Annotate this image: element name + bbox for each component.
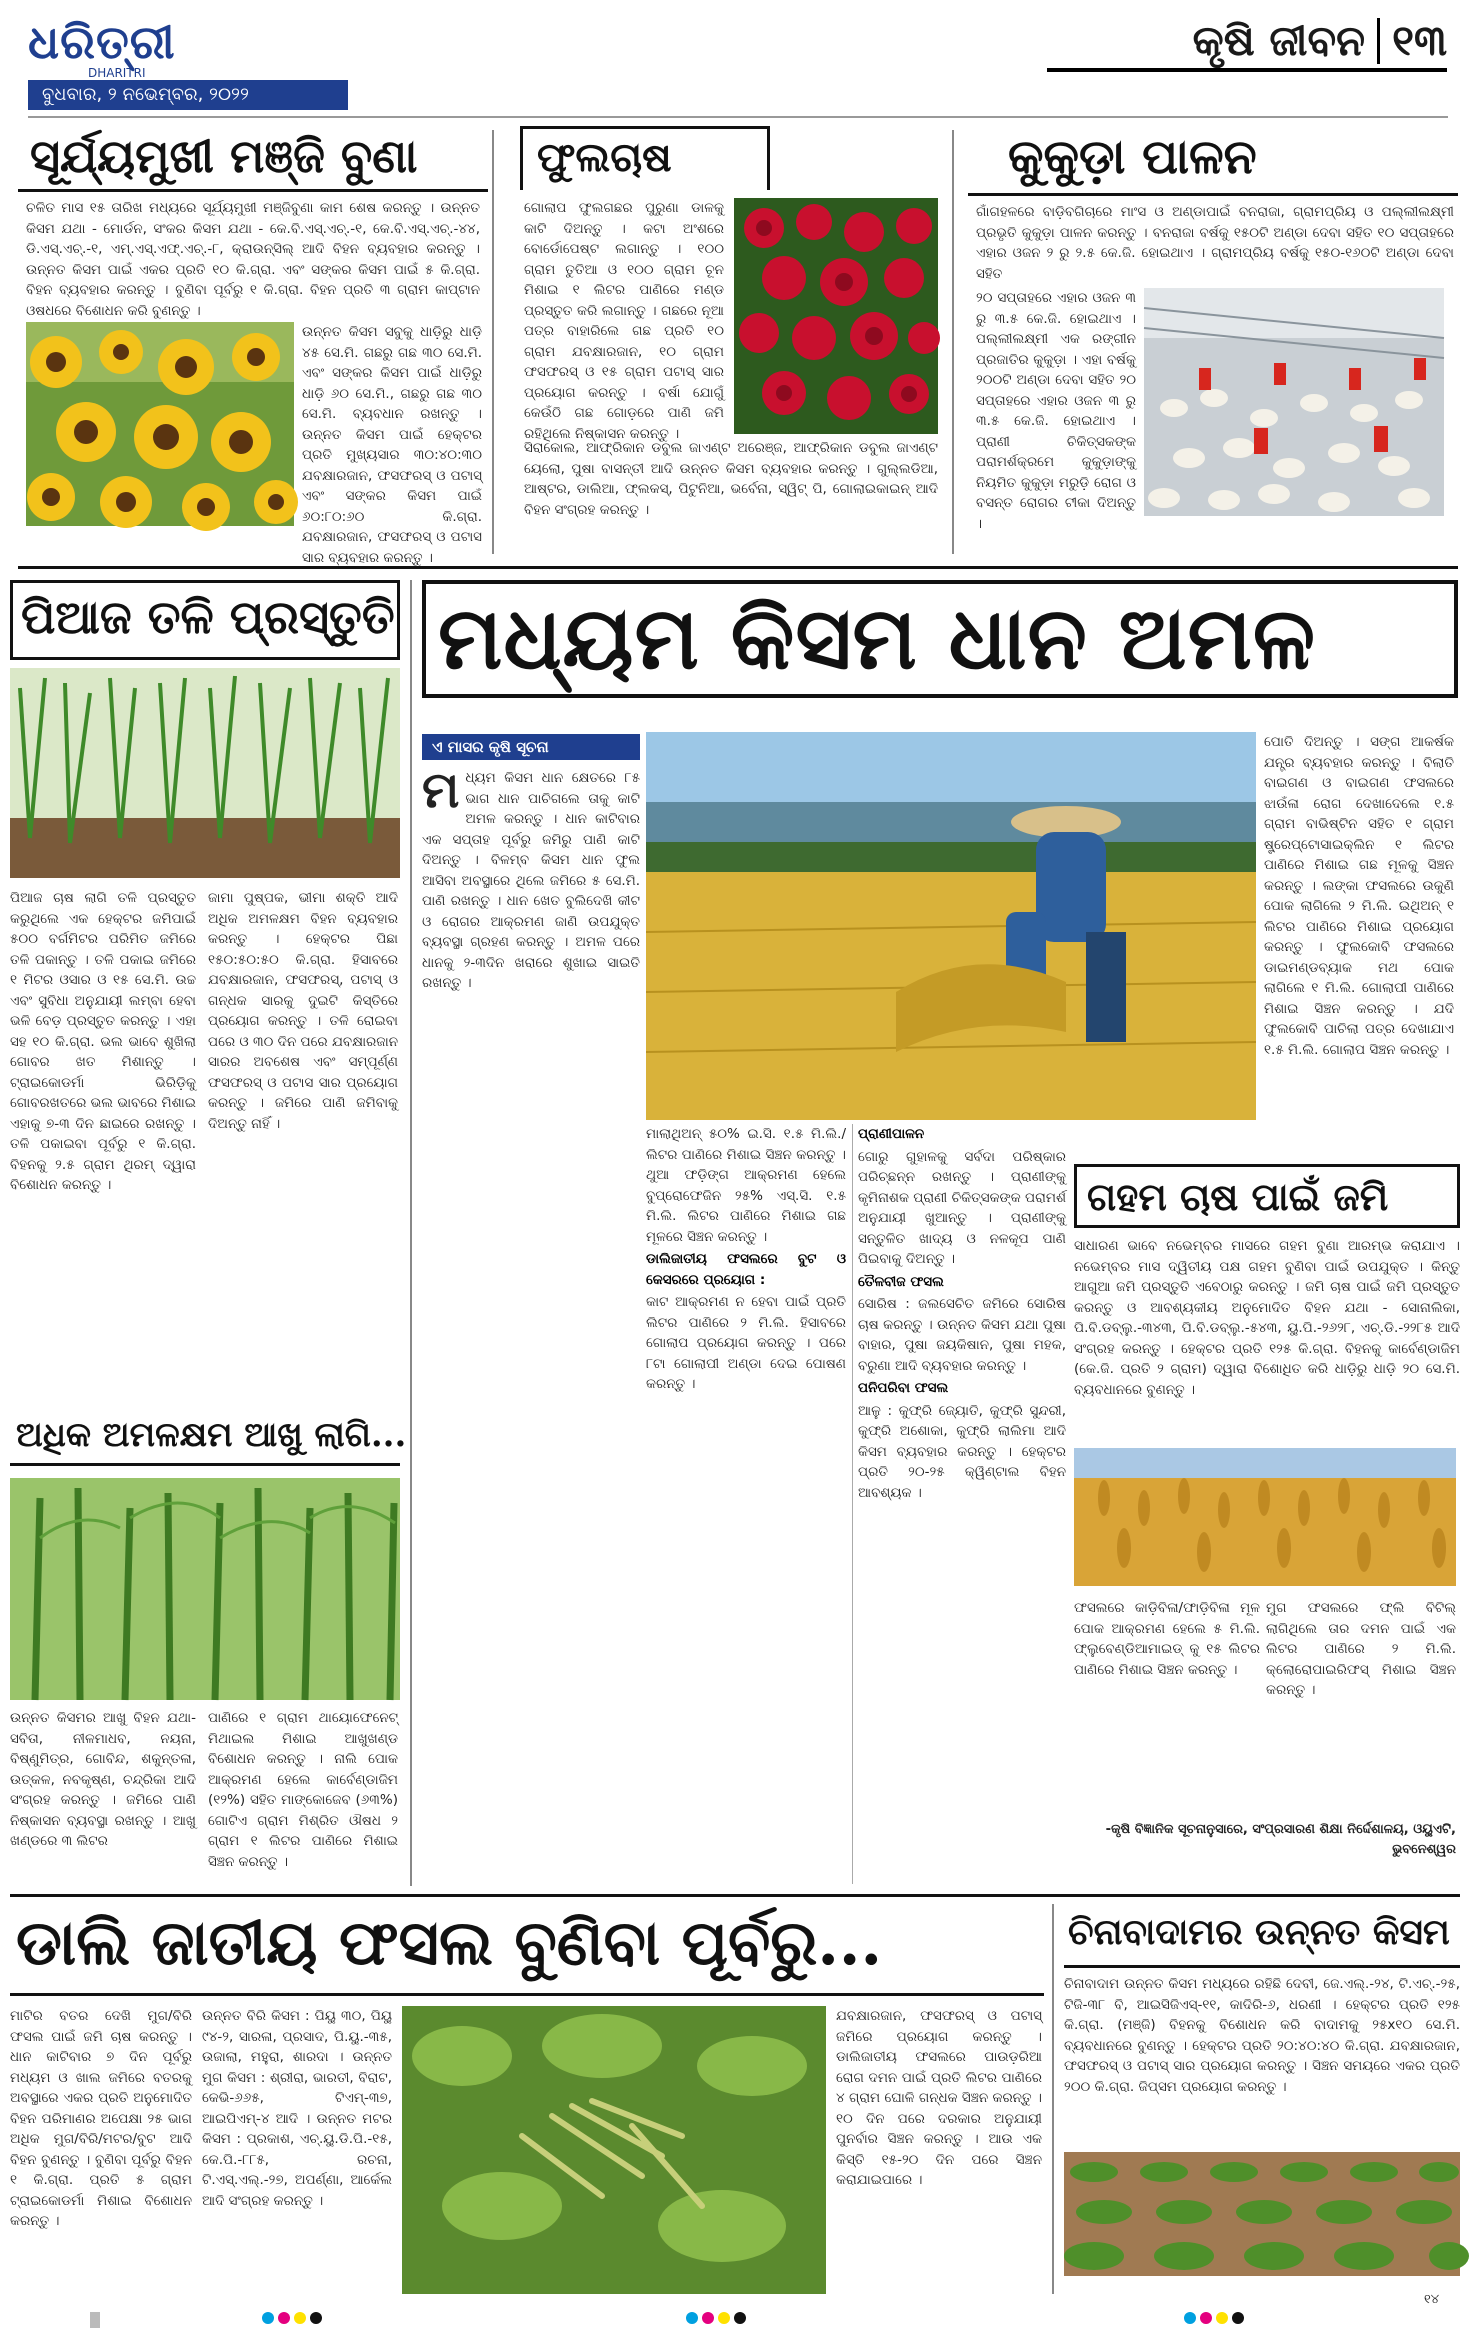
cyan-dot <box>262 2312 274 2324</box>
cyan-dot <box>686 2312 698 2324</box>
wheat-byline: -କୃଷି ବିଜ୍ଞାନିକ ସୂଚନାନୁସାରେ, ସଂପ୍ରସାରଣ ଶିକ୍ଷା ନିର୍ଦ୍ଦେଶାଳୟ, ଓୟୁଏଟି, ଭୁବନେଶ୍ୱର <box>1105 1822 1456 1857</box>
paddy-intro-column <box>422 734 640 1160</box>
section-name: କୃଷି ଜୀବନ <box>1192 16 1366 65</box>
sunflower-column: ଉନ୍ନତ କିସମ ସବୁକୁ ଧାଡ଼ିରୁ ଧାଡ଼ି ୪୫ ସେ.ମି. ଗଛରୁ ଗଛ ୩୦ ସେ.ମି. ଏବଂ ସଙ୍କର କିସମ ପାଇଁ ଧାଡ଼ିରୁ ଧାଡ଼ି ୬୦ ସେ.ମି., ଗଛରୁ ଗଛ ୩୦ ସେ.ମି. ବ୍ୟବଧାନ ରଖନ୍ତୁ । ଉନ୍ନତ କିସମ ପାଇଁ ହେକ୍ଟର ପ୍ରତି ମୁଖ୍ୟସାର ୩୦:୪୦:୩୦ ଯବକ୍ଷାରଜାନ, ଫସଫରସ୍ ଓ ପଟାସ୍ ଏବଂ ସଙ୍କର କିସମ ପାଇଁ ୬୦:୮୦:୬୦ କି.ଗ୍ରା. ଯବକ୍ଷାରଜାନ, ଫସଫରସ୍ ଓ ପଟାସ ସାର ବ୍ୟବହାର କରନ୍ତୁ । <box>302 324 482 566</box>
registration-mark <box>90 2312 100 2328</box>
wheat-column-3: ମୁଗ ଫସଲରେ ଫ୍ଲି ବିଟିଲ୍ ଲାଗିଥିଲେ ତାର ଦମନ ପାଇଁ ଏକ ଲିଟର ପାଣିରେ ୨ ମି.ଲି. କ୍ଲୋରୋପାଇରିଫସ୍ ମିଶାଇ ସିଞ୍ଚନ କରନ୍ତୁ । <box>1266 1600 1456 1698</box>
column-rule <box>492 130 494 554</box>
wheat-photo <box>1074 1448 1456 1586</box>
article-wheat[interactable] <box>1074 1164 1460 1594</box>
sunflower-lead: ଚଳିତ ମାସ ୧୫ ତାରିଖ ମଧ୍ୟରେ ସୂର୍ଯ୍ୟମୁଖୀ ମଞ୍ଜିବୁଣା କାମ ଶେଷ କରନ୍ତୁ । ଉନ୍ନତ କିସମ ଯଥା - ମୋର୍ଡନ, ସଂକର କିସମ ଯଥା - କେ.ବି.ଏସ୍.ଏଚ୍.-୧, କେ.ବି.ଏସ୍.ଏଚ୍.-୪୪, ଡି.ଏସ୍.ଏଚ୍.-୧, ଏମ୍.ଏସ୍.ଏଫ୍.ଏଚ୍.-୮, କ୍ରାଉନ୍ସିଲ୍ ଆଦି ବିହନ ବ୍ୟବହାର କରନ୍ତୁ । ଉନ୍ନତ କିସମ ପାଇଁ ଏକର ପ୍ରତି ୧୦ କି.ଗ୍ରା. ଏବଂ ସଙ୍କର କିସମ ପାଇଁ ୫ କି.ଗ୍ରା. ବିହନ ବ୍ୟବହାର କରନ୍ତୁ । ବୁଣିବା ପୂର୍ବରୁ ୧ କି.ଗ୍ରା. ବିହନ ପ୍ରତି ୩ ଗ୍ରାମ କାପ୍ଟାନ ଓଷଧରେ ବିଶୋଧନ କରି ବୁଣନ୍ତୁ । <box>26 200 480 319</box>
article-groundnut[interactable] <box>1064 1904 1460 2294</box>
poultry-farm-photo <box>1144 288 1444 516</box>
pulses-column-2: ଉନ୍ନତ ବିରି କିସମ : ପିୟୁ ୩୦, ପିୟୁ ୯୪-୨, ସାରଳା, ପ୍ରସାଦ, ପି.ୟୁ.-୩୫, ଉଜାଲା, ମହୁରା, ଶାରଦା । ଉନ୍ନତ ମୁଗ କିସମ : ଶ୍ରୀରା, ଭାରତୀ, ବିରାଟ, କେଭି-୬୬୫, ଟିଏମ୍-୩୭, ଆଇପିଏମ୍-୪ ଆଦି । ଉନ୍ନତ ମଟର କିସମ : ପ୍ରକାଶ, ଏଚ୍.ୟୁ.ଡି.ପି.-୧୫, କେ.ପି.-୮୮୫, ରଚନା, ଟି.ଏସ୍.ଏଲ୍.-୨୭, ଅପର୍ଣ୍ଣା, ଆର୍କେଲ ଆଦି ସଂଗ୍ରହ କରନ୍ତୁ । <box>202 2008 392 2209</box>
pulses-column-1: ମାଟିର ବତର ଦେଖି ମୁଗ/ବିରି ଫସଲ ପାଇଁ ଜମି ଚାଷ କରନ୍ତୁ । ଧାନ କାଟିବାର ୭ ଦିନ ପୂର୍ବରୁ ମଧ୍ୟମ ଓ ଖାଲ ଜମିରେ ବତରକୁ ଅବସ୍ଥାରେ ଏକର ପ୍ରତି ଅନୁମୋଦିତ ବିହନ ପରିମାଣର ଅପେକ୍ଷା ୨୫ ଭାଗ ଅଧିକ ମୁଗ/ବିରି/ମଟର/ବୁଟ ଆଦି ବିହନ ବୁଣନ୍ତୁ । ବୁଣିବା ପୂର୍ବରୁ ବିହନ ୧ କି.ଗ୍ରା. ପ୍ରତି ୫ ଗ୍ରାମ ଟ୍ରାଇକୋଡର୍ମା ମିଶାଇ ବିଶୋଧନ କରନ୍ତୁ । <box>10 2008 192 2229</box>
paddy-column-6-text: ଆଳୁ : କୁଫ୍ରି ଜ୍ୟୋତି, କୁଫ୍ରି ସୁନ୍ଦରୀ, କୁଫ୍ରି ଅଶୋକା, କୁଫ୍ରି ଲାଲିମା ଆଦି କିସମ ବ୍ୟବହାର କରନ୍ତୁ । ହେକ୍ଟର ପ୍ରତି ୨୦-୨୫ କ୍ୱିଣ୍ଟାଲ ବିହନ ଆବଶ୍ୟକ । <box>858 1402 1066 1501</box>
section-rule <box>10 1894 1460 1897</box>
sugarcane-column-2: ପାଣିରେ ୧ ଗ୍ରାମ ଥାୟୋଫେନେଟ୍ ମିଥାଇଲ ମିଶାଇ ଆଖୁଖଣ୍ଡ ବିଶୋଧନ କରନ୍ତୁ । ନାଲି ପୋକ ଆକ୍ରମଣ ହେଲେ କାର୍ବେଣ୍ଡାଜିମ (୧୨%) ସହିତ ମାଙ୍କୋଜେବ (୬୩%) ଗୋଟିଏ ଗ୍ରାମ ମିଶ୍ରିତ ଔଷଧ ୨ ଗ୍ରାମ ୧ ଲିଟର ପାଣିରେ ମିଶାଇ ସିଞ୍ଚନ କରନ୍ତୁ । <box>208 1710 398 1870</box>
paddy-dropcap: ମ <box>422 760 460 819</box>
yellow-dot <box>294 2312 306 2324</box>
flower-column: ଗୋଲାପ ଫୁଲଗଛର ପୁରୁଣା ଡାଳକୁ କାଟି ଦିଅନ୍ତୁ । କଟା ଅଂଶରେ ବୋର୍ଡୋପେଷ୍ଟ ଲଗାନ୍ତୁ । ୧୦୦ ଗ୍ରାମ ତୁତିଆ ଓ ୧୦୦ ଗ୍ରାମ ଚୂନ ମିଶାଇ ୧ ଲିଟର ପାଣିରେ ମଣ୍ଡ ପ୍ରସ୍ତୁତ କରି ଲଗାନ୍ତୁ । ଗଛରେ ନୂଆ ପତ୍ର ବାହାରିଲେ ଗଛ ପ୍ରତି ୧୦ ଗ୍ରାମ ଯବକ୍ଷାରଜାନ, ୧୦ ଗ୍ରାମ ଫସଫରସ୍ ଓ ୧୫ ଗ୍ରାମ ପଟାସ୍ ସାର ପ୍ରୟୋଗ କରନ୍ତୁ । ବର୍ଷା ଯୋଗୁଁ କେଉଁଠି ଗଛ ଗୋଡ଼ରେ ପାଣି ଜମି ରହିଥିଲେ ନିଷ୍କାସନ କରନ୍ତୁ । <box>524 200 724 442</box>
registration-bar <box>90 2312 100 2328</box>
paddy-headline: ମଧ୍ୟମ କିସମ ଧାନ ଅମଳ <box>422 580 1458 698</box>
dateline: ବୁଧବାର, ୨ ନଭେମ୍ବର, ୨୦୨୨ <box>28 80 348 110</box>
sugarcane-photo <box>10 1478 400 1700</box>
column-rule <box>1052 1904 1054 2294</box>
paddy-kicker: ଏ ମାସର କୃଷି ସୂଚନା <box>422 734 640 760</box>
cyan-dot <box>1184 2312 1196 2324</box>
groundnut-headline: ଚିନାବାଦାମର ଉନ୍ନତ କିସମ <box>1064 1904 1460 1968</box>
black-dot <box>734 2312 746 2324</box>
sunflower-photo <box>26 322 294 526</box>
onion-headline: ପିଆଜ ତଳି ପ୍ରସ୍ତୁତି <box>10 580 400 660</box>
flower-headline: ଫୁଲଚାଷ <box>520 126 770 190</box>
logo-text: ଧରିତ୍ରୀ <box>28 15 176 69</box>
groundnut-column: ଚିନାବାଦାମ ଉନ୍ନତ କିସମ ମଧ୍ୟରେ ରହିଛି ଦେବୀ, ଜେ.ଏଲ୍.-୨୪, ଟି.ଏଚ୍.-୨୫, ଟିଜି-୩୮ ବି, ଆଇସିଜିଏସ୍-୧୧, କାଦିରି-୬, ଧରଣୀ । ହେକ୍ଟର ପ୍ରତି ୧୨୫ କି.ଗ୍ରା. (ମଞ୍ଜି) ବିହନକୁ ବିଶୋଧନ କରି ବାଦାମକୁ ୨୫x୧୦ ସେ.ମି. ବ୍ୟବଧାନରେ ବୁଣନ୍ତୁ । ହେକ୍ଟର ପ୍ରତି ୨୦:୪୦:୪୦ କି.ଗ୍ରା. ଯବକ୍ଷାରଜାନ, ଫସଫରସ୍ ଓ ପଟାସ୍ ସାର ପ୍ରୟୋଗ କରନ୍ତୁ । ସିଞ୍ଚନ ସମୟରେ ଏକର ପ୍ରତି ୨୦୦ କି.ଗ୍ରା. ଜିପ୍ସମ ପ୍ରୟୋଗ କରନ୍ତୁ । <box>1064 1976 1460 2095</box>
paddy-subhead-oilseed: ତୈଳବୀଜ ଫସଲ <box>858 1273 944 1290</box>
article-poultry[interactable] <box>968 126 1458 556</box>
page-footer-number: ୧୪ <box>1424 2292 1440 2307</box>
paddy-column-2-text: ମାଲାଥିଅନ୍ ୫୦% ଇ.ସି. ୧.୫ ମି.ଲି./ଲିଟର ପାଣିରେ ମିଶାଇ ସିଞ୍ଚନ କରନ୍ତୁ । ଥୁଆ ଫଡ଼ିଙ୍ଗ ଆକ୍ରମଣ ହେଲେ ବୁପ୍ରୋଫେଜିନ ୨୫% ଏସ୍.ସି. ୧.୫ ମି.ଲି. ଲିଟର ପାଣିରେ ମିଶାଇ ଗଛ ମୂଳରେ ସିଞ୍ଚନ କରନ୍ତୁ । <box>646 1126 846 1245</box>
column-rule <box>852 1124 853 1884</box>
rose-photo <box>734 198 938 434</box>
paddy-column-1-text: ଧ୍ୟମ କିସମ ଧାନ କ୍ଷେତରେ ୮୫ ଭାଗ ଧାନ ପାଚିଗଲେ ତାକୁ କାଟି ଅମଳ କରନ୍ତୁ । ଧାନ କାଟିବାର ଏକ ସପ୍ତାହ ପୂର୍ବରୁ ଜମିରୁ ପାଣି କାଟି ଦିଅନ୍ତୁ । ବିଳମ୍ବ କିସମ ଧାନ ଫୁଲ ଆସିବା ଅବସ୍ଥାରେ ଥିଲେ ଜମିରେ ୫ ସେ.ମି. ପାଣି ରଖନ୍ତୁ । ଧାନ ଖେତ ବୁଲିଦେଖି କୀଟ ଓ ରୋଗର ଆକ୍ରମଣ ଜାଣି ଉପଯୁକ୍ତ ବ୍ୟବସ୍ଥା ଗ୍ରହଣ କରନ୍ତୁ । ଅମଳ ପରେ ଧାନକୁ ୨-୩ଦିନ ଖରାରେ ଶୁଖାଇ ସାଇତି ରଖନ୍ତୁ । <box>422 770 640 991</box>
bean-plant-photo <box>402 2006 826 2294</box>
paddy-column-1 <box>422 760 640 1158</box>
logo-subtitle: DHARITRI <box>88 66 146 80</box>
registration-mark <box>1184 2312 1244 2324</box>
paddy-subhead-pulses: ଡାଲିଜାତୀୟ ଫସଲରେ ବୁଟ ଓ କେସରରେ ପ୍ରୟୋଗ : <box>646 1251 846 1288</box>
paddy-right-column: ପୋତି ଦିଅନ୍ତୁ । ସଙ୍ଗ ଆକର୍ଷକ ଯନ୍ତ୍ର ବ୍ୟବହାର କରନ୍ତୁ । ବିଲାତି ବାଇଗଣ ଓ ବାଇଗଣ ଫସଲରେ ଝାଉଁଳା ରୋଗ ଦେଖାଦେଲେ ୧.୫ ଗ୍ରାମ ବାଭିଷ୍ଟିନ ସହିତ ୧ ଗ୍ରାମ ଷ୍ଟ୍ରେପ୍ଟୋସାଇକ୍ଲିନ ୧ ଲିଟର ପାଣିରେ ମିଶାଇ ଗଛ ମୂଳକୁ ସିଞ୍ଚନ କରନ୍ତୁ । ଲଙ୍କା ଫସଲରେ ଉକୁଣି ପୋକ ଲାଗିଲେ ୨ ମି.ଲି. ଇଥିଅନ୍ ୧ ଲିଟର ପାଣିରେ ମିଶାଇ ପ୍ରୟୋଗ କରନ୍ତୁ । ଫୁଲକୋବି ଫସଲରେ ଡାଇମଣ୍ଡବ୍ୟାକ ମଥ ପୋକ ଲାଗିଲେ ୧ ମି.ଲି. ଗୋଲାପୀ ପାଣିରେ ମିଶାଇ ସିଞ୍ଚନ କରନ୍ତୁ । ଯଦି ଫୁଲକୋବି ପାଚିଲା ପତ୍ର ଦେଖାଯାଏ ୧.୫ ମି.ଲି. ଗୋଲାପ ସିଞ୍ଚନ କରନ୍ତୁ । <box>1264 734 1454 1058</box>
article-sunflower[interactable] <box>18 126 488 566</box>
wheat-headline: ଗହମ ଚାଷ ପାଇଁ ଜମି <box>1074 1164 1460 1228</box>
sunflower-headline: ସୂର୍ଯ୍ୟମୁଖୀ ମଞ୍ଜି ବୁଣା <box>18 126 488 192</box>
article-pulses[interactable] <box>10 1904 1044 2294</box>
pulses-headline: ଡାଲି ଜାତୀୟ ଫସଲ ବୁଣିବା ପୂର୍ବରୁ... <box>10 1904 1044 1996</box>
registration-mark <box>686 2312 746 2324</box>
paddy-harvest-photo <box>646 732 1256 1120</box>
poultry-column: ୨୦ ସପ୍ତାହରେ ଏହାର ଓଜନ ୩ ରୁ ୩.୫ କେ.ଜି. ହୋଇଥାଏ । ପଲ୍ଲୀଲକ୍ଷ୍ମୀ ଏକ ରଙ୍ଗୀନ ପ୍ରଜାତିର କୁକୁଡ଼ା । ଏହା ବର୍ଷକୁ ୨୦୦ଟି ଅଣ୍ଡା ଦେବା ସହିତ ୨୦ ସପ୍ତାହରେ ଏହାର ଓଜନ ୩ ରୁ ୩.୫ କେ.ଜି. ହୋଇଥାଏ । ପ୍ରାଣୀ ଚିକିତ୍ସକଙ୍କ ପରାମର୍ଶକ୍ରମେ କୁକୁଡ଼ାଙ୍କୁ ନିୟମିତ କୁକୁଡ଼ା ମରୁଡ଼ି ରୋଗ ଓ ବସନ୍ତ ରୋଗର ଟୀକା ଦିଅନ୍ତୁ । <box>976 290 1136 532</box>
section-header <box>1047 14 1447 72</box>
paddy-column-4-text: ଗୋରୁ ଗୁହାଳକୁ ସର୍ବଦା ପରିଷ୍କାର ପରିଚ୍ଛନ୍ନ ରଖନ୍ତୁ । ପ୍ରାଣୀଙ୍କୁ କୃମିନାଶକ ପ୍ରାଣୀ ଚିକିତ୍ସକଙ୍କ ପରାମର୍ଶ ଅନୁଯାୟୀ ଖୁଆନ୍ତୁ । ପ୍ରାଣୀଙ୍କୁ ସନ୍ତୁଳିତ ଖାଦ୍ୟ ଓ ନଳକୂପ ପାଣି ପିଇବାକୁ ଦିଅନ୍ତୁ । <box>858 1148 1066 1267</box>
paddy-column-5-text: ସୋରିଷ : ଜଲସେଚିତ ଜମିରେ ସୋରିଷ ଚାଷ କରନ୍ତୁ । ଉନ୍ନତ କିସମ ଯଥା ପୁଷା ବାହାର, ପୁଷା ଜୟକିଷାନ, ପୁଷା ମହକ, ବରୁଣା ଆଦି ବ୍ୟବହାର କରନ୍ତୁ । <box>858 1296 1066 1374</box>
paddy-column-3-text: କାଟ ଆକ୍ରମଣ ନ ହେବା ପାଇଁ ପ୍ରତି ଲିଟର ପାଣିରେ ୨ ମି.ଲି. ହିସାବରେ ଗୋଲାପ ପ୍ରୟୋଗ କରନ୍ତୁ । ପରେ ୮ଟା ଗୋଲାପୀ ଅଣ୍ଡା ଦେଇ ପୋଷଣ କରନ୍ତୁ । <box>646 1294 846 1392</box>
magenta-dot <box>278 2312 290 2324</box>
black-dot <box>310 2312 322 2324</box>
onion-seedling-photo <box>10 668 400 878</box>
column-rule <box>952 130 954 554</box>
article-sugarcane[interactable] <box>10 1410 407 1890</box>
wheat-column-2: ଫସଲରେ କାଡ଼ିବିଳା/ଫାଡ଼ିବିଳା ମୂଳ ପୋକ ଆକ୍ରମଣ ହେଲେ ୫ ମି.ଲି. ଫ୍ଲୁବେଣ୍ଡିଆମାଇଡ୍ କୁ ୧୫ ଲିଟର ପାଣିରେ ମିଶାଇ ସିଞ୍ଚନ କରନ୍ତୁ । <box>1074 1600 1260 1678</box>
magenta-dot <box>702 2312 714 2324</box>
magenta-dot <box>1200 2312 1212 2324</box>
column-rule <box>410 580 412 1886</box>
article-onion[interactable] <box>10 580 400 1400</box>
pulses-column-3: ଯବକ୍ଷାରଜାନ, ଫସଫରସ୍ ଓ ପଟାସ୍ ଜମିରେ ପ୍ରୟୋଗ କରନ୍ତୁ । ଡାଲିଜାତୀୟ ଫସଲରେ ପାଉଡ଼ରିଆ ରୋଗ ଦମନ ପାଇଁ ପ୍ରତି ଲିଟର ପାଣିରେ ୪ ଗ୍ରାମ ଘୋଳି ଗନ୍ଧକ ସିଞ୍ଚନ କରନ୍ତୁ । ୧୦ ଦିନ ପରେ ଦରକାର ଅନୁଯାୟୀ ପୁନର୍ବାର ସିଞ୍ଚନ କରନ୍ତୁ । ଆଉ ଏକ କିସ୍ତି ୧୫-୨୦ ଦିନ ପରେ ସିଞ୍ଚନ କରାଯାଇପାରେ । <box>836 2008 1042 2188</box>
black-dot <box>1232 2312 1244 2324</box>
paddy-column-3 <box>858 1124 1066 1886</box>
flower-wide-text: ସିରାକୋଲ, ଆଫ୍ରିକାନ ଡବୁଲ ଜାଏଣ୍ଟ ଅରେଞ୍ଜ, ଆଫ୍ରିକାନ ଡବୁଲ ଜାଏଣ୍ଟ ୟେଲୋ, ପୁଷା ବାସନ୍ତୀ ଆଦି ଉନ୍ନତ କିସମ ବ୍ୟବହାର କରନ୍ତୁ । ଗୁଲ୍ଲଡିଆ, ଆଷ୍ଟର, ଡାଲିଆ, ଫ୍ଲକସ୍, ପିଟୁନିଆ, ଭର୍ବେନା, ସ୍ୱିଟ୍ ପି, ଗୋଲାଇକାଇନ୍ ଆଦି ବିହନ ସଂଗ୍ରହ କରନ୍ତୁ । <box>524 440 938 518</box>
registration-mark <box>262 2312 322 2324</box>
section-rule <box>18 566 1458 569</box>
groundnut-field-photo <box>1064 2152 1460 2276</box>
paddy-subhead-livestock: ପ୍ରାଣୀପାଳନ <box>858 1126 925 1142</box>
masthead-logo[interactable] <box>28 15 218 80</box>
page-number: ୧୩ <box>1392 16 1447 65</box>
section-divider <box>1377 18 1380 64</box>
article-flower[interactable] <box>520 126 940 556</box>
yellow-dot <box>1216 2312 1228 2324</box>
masthead-rule <box>28 116 1448 118</box>
wheat-column: ସାଧାରଣ ଭାବେ ନଭେମ୍ବର ମାସରେ ଗହମ ବୁଣା ଆରମ୍ଭ କରାଯାଏ । ନଭେମ୍ବର ମାସ ଦ୍ୱିତୀୟ ପକ୍ଷ ଗହମ ବୁଣିବା ପାଇଁ ଉପଯୁକ୍ତ । କିନ୍ତୁ ଆଗୁଆ ଜମି ପ୍ରସ୍ତୁତି ଏବେଠାରୁ କରନ୍ତୁ । ଜମି ଚାଷ ପାଇଁ ଜମି ପ୍ରସ୍ତୁତ କରନ୍ତୁ ଓ ଆବଶ୍ୟକୀୟ ଅନୁମୋଦିତ ବିହନ ଯଥା - ସୋନାଲିକା, ପି.ବି.ଡବ୍ଲୁ.-୩୪୩, ପି.ବି.ଡବ୍ଲୁ.-୫୪୩, ୟୁ.ପି.-୨୬୨୮, ଏଚ୍.ଡି.-୨୨୮୫ ଆଦି ସଂଗ୍ରହ କରନ୍ତୁ । ହେକ୍ଟର ପ୍ରତି ୧୨୫ କି.ଗ୍ରା. ବିହନକୁ କାର୍ବେଣ୍ଡାଜିମ (କେ.ଜି. ପ୍ରତି ୨ ଗ୍ରାମ) ଦ୍ୱାରା ବିଶୋଧିତ କରି ଧାଡ଼ିରୁ ଧାଡ଼ି ୨୦ ସେ.ମି. ବ୍ୟବଧାନରେ ବୁଣନ୍ତୁ । <box>1074 1238 1460 1398</box>
onion-column-1: ପିଆଜ ଚାଷ ଲାଗି ତଳି ପ୍ରସ୍ତୁତ କରୁଥିଲେ ଏକ ହେକ୍ଟର ଜମିପାଇଁ ୫୦୦ ବର୍ଗମିଟର ପରିମିତ ଜମିରେ ତଳି ପକାନ୍ତୁ । ତଳି ପକାଇ ଜମିରେ ୧ ମିଟର ଓସାର ଓ ୧୫ ସେ.ମି. ଉଚ୍ଚ ଏବଂ ସୁବିଧା ଅନୁଯାୟୀ ଲମ୍ବା ହେବା ଭଳି ବେଡ଼ ପ୍ରସ୍ତୁତ କରନ୍ତୁ । ଏହା ସହ ୧୦ କି.ଗ୍ରା. ଭଲ ଭାବେ ଶୁଖିଲା ଗୋବର ଖତ ମିଶାନ୍ତୁ । ଟ୍ରାଇକୋଡର୍ମା ଭିରିଡ଼ିକୁ ଗୋବରଖତରେ ଭଲ ଭାବରେ ମିଶାଇ ଏହାକୁ ୭-୩ ଦିନ ଛାଇରେ ରଖନ୍ତୁ । ତଳି ପକାଇବା ପୂର୍ବରୁ ୧ କି.ଗ୍ରା. ବିହନକୁ ୨.୫ ଗ୍ରାମ ଥିରମ୍ ଦ୍ୱାରା ବିଶୋଧନ କରନ୍ତୁ । <box>10 890 196 1193</box>
poultry-lead: ଗାଁଗହଳରେ ବାଡ଼ିବଗିଚାରେ ମାଂସ ଓ ଅଣ୍ଡାପାଇଁ ବନରାଜା, ଗ୍ରାମପ୍ରିୟ ଓ ପଲ୍ଲୀଲକ୍ଷ୍ମୀ ପ୍ରଭୃତି କୁକୁଡ଼ା ପାଳନ କରନ୍ତୁ । ବନରାଜା ବର୍ଷକୁ ୧୫୦ଟି ଅଣ୍ଡା ଦେବା ସହିତ ୧୦ ସପ୍ତାହରେ ଏହାର ଓଜନ ୨ ରୁ ୨.୫ କେ.ଜି. ହୋଇଥାଏ । ଗ୍ରାମପ୍ରିୟ ବର୍ଷକୁ ୧୫୦-୧୬୦ଟି ଅଣ୍ଡା ଦେବା ସହିତ <box>976 204 1454 282</box>
sugarcane-headline: ଅଧିକ ଅମଳକ୍ଷମ ଆଖୁ ଲାଗି... <box>10 1410 400 1466</box>
sugarcane-column-1: ଉନ୍ନତ କିସମର ଆଖୁ ବିହନ ଯଥା- ସବିତା, ନୀଳମାଧବ, ନୟନା, ବିଷ୍ଣୁମିତ୍ର, ଗୋବିନ୍ଦ, ଶକୁନ୍ତଳା, ଉତ୍କଳ, ନବକୃଷ୍ଣ, ଚନ୍ଦ୍ରିକା ଆଦି ସଂଗ୍ରହ କରନ୍ତୁ । ଜମିରେ ପାଣି ନିଷ୍କାସନ ବ୍ୟବସ୍ଥା ରଖନ୍ତୁ । ଆଖୁ ଖଣ୍ଡରେ ୩ ଲିଟର <box>10 1710 196 1849</box>
paddy-subhead-vegetables: ପନିପରିବା ଫସଲ <box>858 1380 949 1396</box>
poultry-headline: କୁକୁଡ଼ା ପାଳନ <box>968 126 1458 196</box>
paddy-column-2 <box>646 1124 846 1886</box>
yellow-dot <box>718 2312 730 2324</box>
onion-column-2: ଜାମା ପୁଷ୍ପକ, ଭୀମା ଶକ୍ତି ଆଦି ଅଧିକ ଅମଳକ୍ଷମ ବିହନ ବ୍ୟବହାର କରନ୍ତୁ । ହେକ୍ଟର ପିଛା ୧୫୦:୫୦:୫୦ କି.ଗ୍ରା. ହିସାବରେ ଯବକ୍ଷାରଜାନ, ଫସଫରସ୍, ପଟାସ୍ ଓ ଗନ୍ଧକ ସାରକୁ ଦୁଇଟି କିସ୍ତିରେ ପ୍ରୟୋଗ କରନ୍ତୁ । ତଳି ରୋଇବା ପରେ ଓ ୩୦ ଦିନ ପରେ ଯବକ୍ଷାରଜାନ ସାରର ଅବଶେଷ ଏବଂ ସମ୍ପୂର୍ଣ୍ଣ ଫସଫରସ୍ ଓ ପଟାସ ସାର ପ୍ରୟୋଗ କରନ୍ତୁ । ଜମିରେ ପାଣି ଜମିବାକୁ ଦିଅନ୍ତୁ ନାହିଁ । <box>208 890 398 1132</box>
